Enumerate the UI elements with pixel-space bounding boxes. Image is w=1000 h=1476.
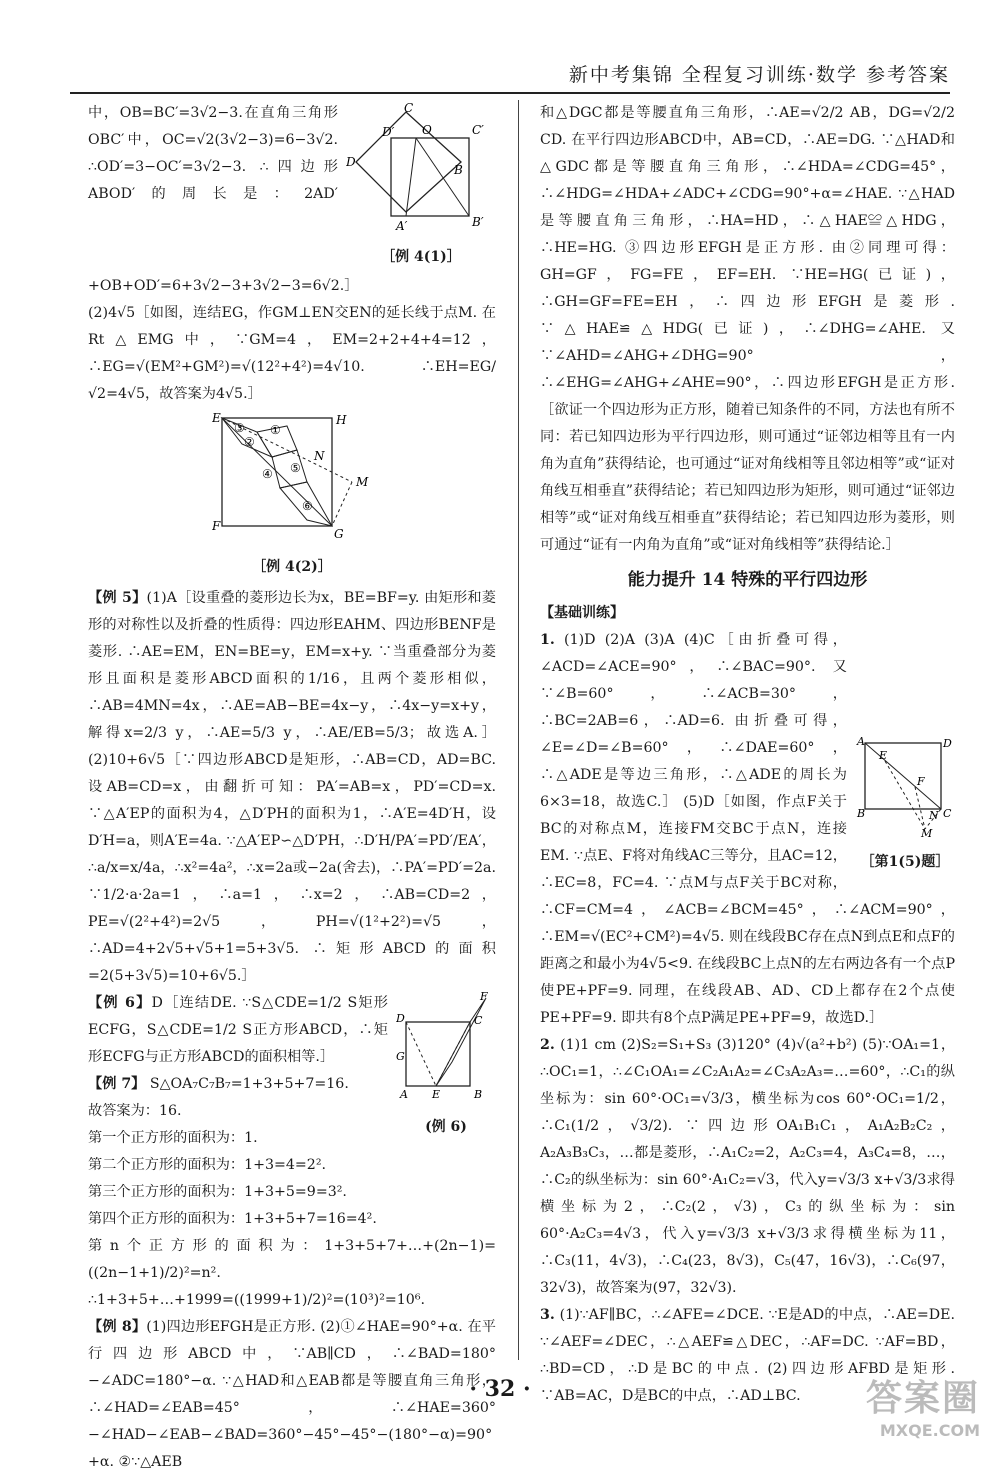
label-D: D	[943, 737, 952, 750]
label-B: B	[857, 807, 866, 820]
label-A: A	[857, 737, 865, 748]
example-4-part-2-text: (2)4√5［如图，连结EG，作GM⊥EN交EN的延长线于点M. 在Rt△EMG中，∵GM=4，EM=2+2+4+4=12，∴EG=√(EM²+GM²)=√(12²+4²)=4√10. ∴EH=EG/√2=4√5，故答案为4√5.］	[88, 305, 496, 402]
figure-4-2-diagram	[212, 412, 372, 542]
label-F: F	[480, 992, 488, 1003]
question-2	[540, 1032, 955, 1302]
example-7-line: 第三个正方形的面积为：1+3+5=9=3².	[88, 1184, 347, 1200]
question-3-number: 3.	[540, 1307, 555, 1323]
example-5	[88, 585, 496, 990]
label-1: ①	[270, 423, 281, 437]
label-M: M	[356, 475, 369, 489]
watermark-title: 答案圈	[865, 1378, 980, 1419]
left-column	[88, 100, 496, 1476]
label-G: G	[334, 527, 344, 541]
label-N: N	[314, 449, 325, 463]
example-7-line: S△OA₇C₇B₇=1+3+5+7=16.	[149, 1076, 349, 1092]
example-7-label: 【例 7】	[88, 1076, 146, 1092]
figure-6-diagram	[396, 992, 496, 1102]
figure-6-caption: (例 6)	[425, 1119, 467, 1135]
example-8-text: (1)四边形EFGH是正方形. (2)①∠HAE=90°+α. 在平行四边形ABCD中，∵AB∥CD，∴∠BAD=180°−∠ADC=180°−α. ∵△HAD和△EAB都是等腰直角三角形，∴∠HAD=∠EAB=45°，∴∠HAE=360°−∠HAD−∠EAB−∠BAD=360°−45°−45°−(180°−α)=90°+α. ②∵△AEB	[88, 1319, 496, 1470]
figure-example-4-1	[346, 102, 496, 271]
example-7-line: 第二个正方形的面积为：1+3=4=2².	[88, 1157, 327, 1173]
label-4: ④	[262, 467, 273, 481]
figure-example-4-2	[212, 412, 372, 581]
example-7-line: 第一个正方形的面积为：1.	[88, 1130, 258, 1146]
example-7-line: ∴1+3+5+…+1999=((1999+1)/2)²=(10³)²=10⁶.	[88, 1292, 426, 1308]
label-M: M	[921, 827, 933, 837]
watermark-url: MXQE.COM	[879, 1421, 980, 1440]
header-rule	[70, 92, 950, 94]
figure-4-2-caption: ［例 4(2)］	[252, 559, 332, 575]
label-E: E	[432, 1088, 441, 1101]
basic-training-title: 【基础训练】	[540, 605, 624, 621]
label-O: O	[422, 123, 432, 137]
label-D: D	[346, 155, 356, 169]
label-2: ②	[244, 435, 255, 449]
question-2-number: 2.	[540, 1037, 555, 1053]
label-B: B	[474, 1088, 483, 1101]
label-E: E	[212, 412, 221, 425]
example-6-text: D［连结DE. ∵S△CDE=1/2 S矩形ECFG，S△CDE=1/2 S正方形ABCD，∴矩形ECFG与正方形ABCD的面积相等.］	[88, 995, 388, 1065]
example-5-text: (1)A［设重叠的菱形边长为x，BE=BF=y. 由矩形和菱形的对称性以及折叠的性质得：四边形EAHM、四边形BENF是菱形. ∴AE=EM，EN=BE=y，EM=x+y. ∵当重叠部分为菱形且面积是菱形ABCD面积的1/16，且两个菱形相似，∴AB=4MN=4x，∴AE=AB−BE=4x−y，∴4x−y=x+y，解得x=2/3 y，∴AE=5/3 y，∴AE/EB=5/3；故选A.］ (2)10+6√5［∵四边形ABCD是矩形，∴AB=CD，AD=BC. 设AB=CD=x，由翻折可知：PA′=AB=x，PD′=CD=x. ∵△A′EP的面积为4，△D′PH的面积为1，∴A′E=4D′H，设D′H=a，则A′E=4a. ∵△A′EP∽△D′PH，∴D′H/PA′=PD′/EA′，∴a/x=x/4a，∴x²=4a²，∴x=2a或−2a(舍去)，∴PA′=PD′=2a. ∵1/2·a·2a=1，∴a=1，∴x=2，∴AB=CD=2，PE=√(2²+4²)=2√5，PH=√(1²+2²)=√5，∴AD=4+2√5+√5+1=5+3√5. ∴矩形ABCD的面积=2(5+3√5)=10+6√5.］	[88, 590, 496, 984]
section-title: 能力提升 14 特殊的平行四边形	[627, 570, 868, 590]
example-8-continued-text: 和△DGC都是等腰直角三角形，∴AE=√2/2 AB，DG=√2/2 CD. 在平行四边形ABCD中，AB=CD，∴AE=DG. ∵△HAD和△GDC都是等腰直角三角形，∴∠HDA=∠CDG=45°，∴∠HDG=∠HDA+∠ADC+∠CDG=90°+α=∠HAE. ∵△HAD是等腰直角三角形，∴HA=HD，∴△HAE≌△HDG，∴HE=HG. ③四边形EFGH是正方形. 由②同理可得：GH=GF，FG=FE，EF=EH. ∵HE=HG(已证)，∴GH=GF=FE=EH，∴四边形EFGH是菱形. ∵△HAE≌△HDG(已证)，∴∠DHG=∠AHE. 又∵∠AHD=∠AHG+∠DHG=90°，∴∠EHG=∠AHG+∠AHE=90°，∴四边形EFGH是正方形.［欲证一个四边形为正方形，随着已知条件的不同，方法也有所不同：若已知四边形为平行四边形，则可通过“证邻边相等且有一内角为直角”获得结论，也可通过“证对角线相等且邻边相等”或“证对角线互相垂直”获得结论；若已知四边形为矩形，则可通过“证邻边相等”或“证对角线互相垂直”获得结论；若已知四边形为菱形，则可通过“证有一内角为直角”或“证对角线相等”获得结论.］	[540, 105, 955, 553]
label-N: N	[929, 809, 939, 822]
example-7-line: 第四个正方形的面积为：1+3+5+7=16=4².	[88, 1211, 377, 1227]
label-6: ⑥	[302, 499, 313, 513]
page-number: · 32 ·	[469, 1376, 531, 1402]
column-divider	[518, 100, 519, 1360]
right-column	[540, 100, 955, 1410]
label-G: G	[396, 1050, 405, 1063]
figure-question-1-5	[855, 737, 955, 876]
label-E: E	[879, 749, 888, 762]
label-C: C	[943, 807, 952, 820]
label-C: C	[404, 102, 414, 115]
label-C-prime: C′	[472, 123, 484, 137]
question-1-number: 1.	[540, 632, 555, 648]
label-B-prime: B′	[472, 215, 484, 229]
label-3: ③	[234, 421, 245, 435]
example-8-label: 【例 8】	[88, 1319, 147, 1335]
example-7-line: 故答案为：16.	[88, 1103, 182, 1119]
label-F: F	[212, 519, 221, 533]
figure-1-5-diagram	[855, 737, 955, 837]
question-3-text: (1)∵AF∥BC，∴∠AFE=∠DCE. ∵E是AD的中点，∴AE=DE. ∵∠AEF=∠DEC，∴△AEF≌△DEC，∴AF=DC. ∵AF=BD，∴BD=CD，∴D是BC的中点. (2)四边形AFBD是矩形. ∵AB=AC，D是BC的中点，∴AD⊥BC.	[540, 1307, 955, 1404]
label-B: B	[454, 163, 463, 177]
label-D: D	[396, 1012, 405, 1025]
figure-example-6	[396, 992, 496, 1141]
figure-4-1-caption: ［例 4(1)］	[381, 249, 461, 265]
label-A-prime: A′	[396, 219, 408, 232]
question-1-text: (1)D (2)A (3)A (4)C［由折叠可得，∠ACD=∠ACE=90°，∴∠BAC=90°. 又∵∠B=60°，∴∠ACB=30°，∴BC=2AB=6，∴AD=6. 由折叠可得，∠E=∠D=∠B=60°，∴∠DAE=60°，∴△ADE是等边三角形，∴△ADE的周长为6×3=18，故选C.］ (5)D［如图，作点F关于BC的对称点M，连接FM交BC于点N，连接EM. ∵点E、F将对角线AC三等分，且AC=12，∴EC=8，FC=4. ∵点M与点F关于BC对称，∴CF=CM=4，∠ACB=∠BCM=45°，∴∠ACM=90°，∴EM=√(EC²+CM²)=4√5. 则在线段BC存在点N到点E和点F的距离之和最小为4√5<9. 在线段BC上点N的左右两边各有一个点P使PE+PF=9. 同理，在线段AB、AD、CD上都存在2个点使PE+PF=9. 即共有8个点P满足PE+PF=9，故选D.］	[540, 632, 955, 1026]
label-C: C	[474, 1014, 483, 1027]
example-5-label: 【例 5】	[88, 590, 147, 606]
example-4-continued-text: 中，OB=BC′=3√2−3.在直角三角形OBC′中，OC=√2(3√2−3)=6−3√2. ∴OD′=3−OC′=3√2−3. ∴四边形ABOD′的周长是：2AD′+OB+OD′=6+3√2−3+3√2−3=6√2.］	[88, 105, 359, 294]
figure-1-5-caption: ［第1(5)题］	[860, 854, 950, 870]
watermark-logo	[866, 1370, 980, 1440]
example-7-line: 第n个正方形的面积为：1+3+5+7+…+(2n−1)=((2n−1+1)/2)²=n².	[88, 1238, 496, 1281]
figure-4-1-diagram	[346, 102, 496, 232]
label-A: A	[400, 1088, 408, 1101]
question-2-text: (1)1 cm (2)S₂=S₁+S₃ (3)120° (4)√(a²+b²) (5)∵OA₁=1，∴OC₁=1，∴∠C₁OA₁=∠C₂A₁A₂=∠C₃A₂A₃=…=60°，∴C₁的纵坐标为：sin 60°·OC₁=√3/3，横坐标为cos 60°·OC₁=1/2，∴C₁(1/2，√3/2). ∵四边形OA₁B₁C₁，A₁A₂B₂C₂，A₂A₃B₃C₃，…都是菱形，∴A₁C₂=2，A₂C₃=4，A₃C₄=8，…，∴C₂的纵坐标为：sin 60°·A₁C₂=√3，代入y=√3/3 x+√3/3求得横坐标为2，∴C₂(2，√3)，C₃的纵坐标为：sin 60°·A₂C₃=4√3，代入y=√3/3 x+√3/3求得横坐标为11，∴C₃(11，4√3)，∴C₄(23，8√3)，C₅(47，16√3)，∴C₆(97，32√3)，故答案为(97，32√3).	[540, 1037, 956, 1296]
label-5: ⑤	[290, 461, 301, 475]
label-F: F	[917, 775, 925, 788]
page-header: 新中考集锦 全程复习训练·数学 参考答案	[568, 64, 950, 86]
label-H: H	[336, 413, 347, 427]
example-6-label: 【例 6】	[88, 995, 152, 1011]
label-D-prime: D′	[382, 125, 395, 139]
